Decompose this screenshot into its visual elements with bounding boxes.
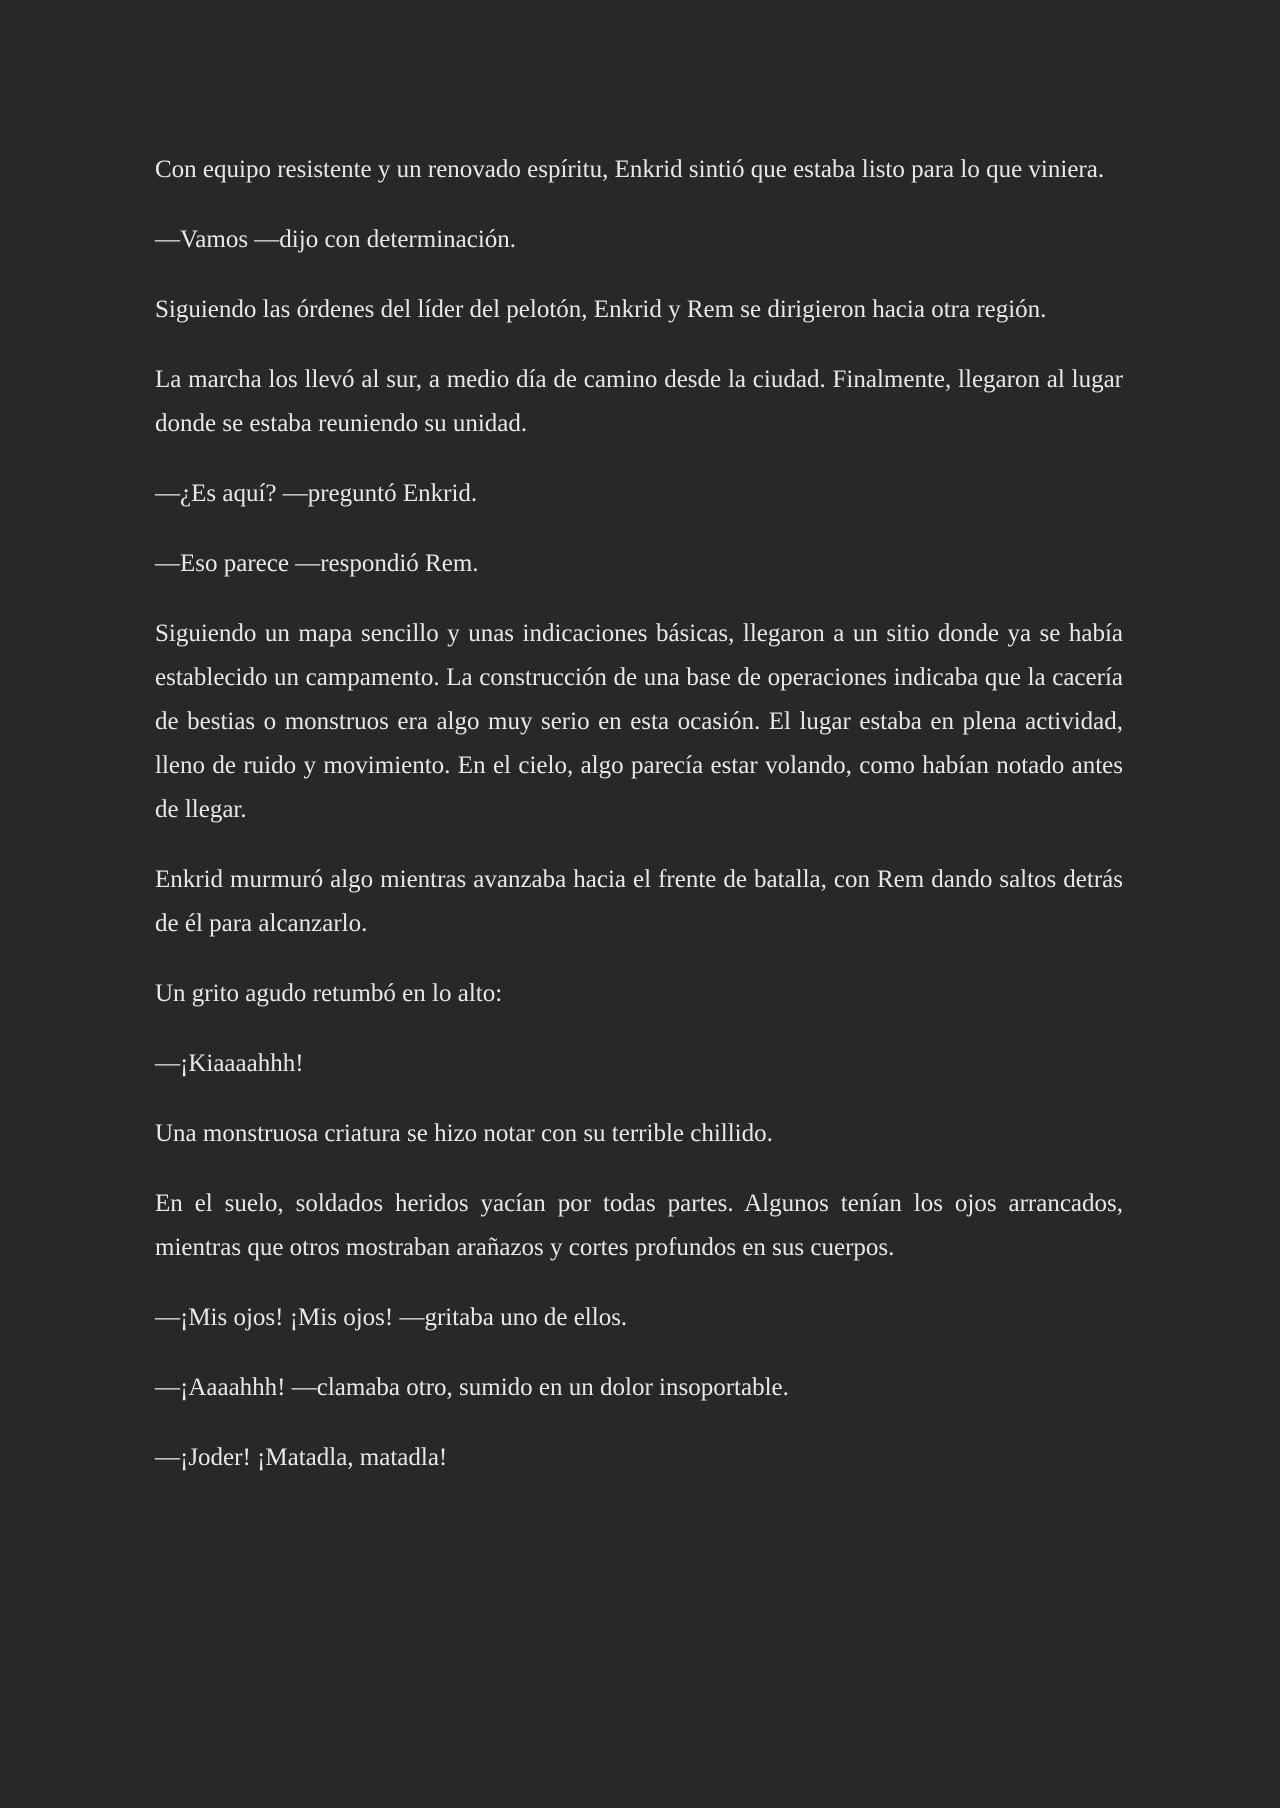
paragraph: —¡Mis ojos! ¡Mis ojos! —gritaba uno de ellos. bbox=[155, 1304, 628, 1331]
paragraph: En el suelo, soldados heridos yacían por todas partes. Algunos tenían los ojos arrancados, mientras que otros mostraban arañazos y cortes profundos en sus cuerpos. bbox=[155, 1190, 1123, 1261]
reader-page bbox=[155, 148, 1123, 1506]
paragraph: —Eso parece —respondió Rem. bbox=[155, 550, 479, 577]
paragraph: Un grito agudo retumbó en lo alto: bbox=[155, 980, 503, 1007]
paragraph: Una monstruosa criatura se hizo notar con su terrible chillido. bbox=[155, 1120, 773, 1147]
paragraph: —¡Joder! ¡Matadla, matadla! bbox=[155, 1444, 448, 1471]
paragraph: Siguiendo un mapa sencillo y unas indicaciones básicas, llegaron a un sitio donde ya se había establecido un campamento. La construcción de una base de operaciones indicaba que la cacería de bestias o monstruos era algo muy serio en esta ocasión. El lugar estaba en plena actividad, lleno de ruido y movimiento. En el cielo, algo parecía estar volando, como habían notado antes de llegar. bbox=[155, 620, 1123, 823]
paragraph: —Vamos —dijo con determinación. bbox=[155, 226, 517, 253]
paragraph: —¡Aaaahhh! —clamaba otro, sumido en un dolor insoportable. bbox=[155, 1374, 789, 1401]
paragraph: Con equipo resistente y un renovado espíritu, Enkrid sintió que estaba listo para lo que viniera. bbox=[155, 156, 1105, 183]
paragraph: —¡Kiaaaahhh! bbox=[155, 1050, 304, 1077]
paragraph: —¿Es aquí? —preguntó Enkrid. bbox=[155, 480, 478, 507]
paragraph: Enkrid murmuró algo mientras avanzaba hacia el frente de batalla, con Rem dando saltos detrás de él para alcanzarlo. bbox=[155, 866, 1123, 937]
paragraph: La marcha los llevó al sur, a medio día de camino desde la ciudad. Finalmente, llegaron al lugar donde se estaba reuniendo su unidad. bbox=[155, 366, 1123, 437]
paragraph: Siguiendo las órdenes del líder del pelotón, Enkrid y Rem se dirigieron hacia otra región. bbox=[155, 296, 1047, 323]
